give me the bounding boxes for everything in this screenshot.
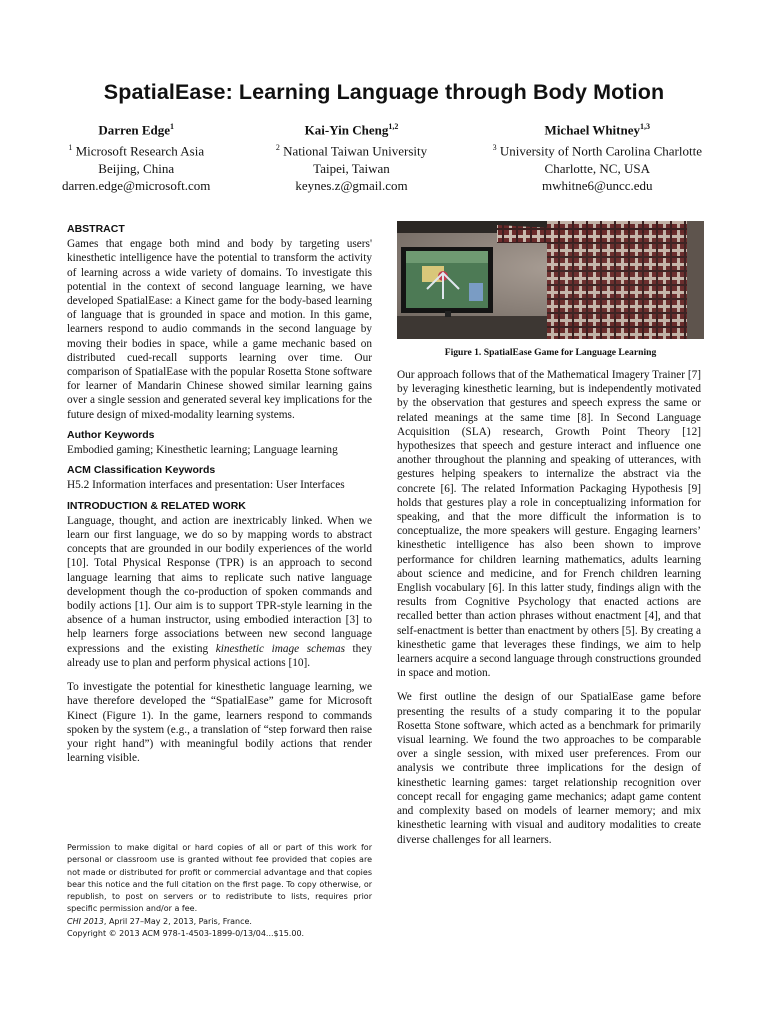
- author-affiliation: Microsoft Research Asia: [72, 143, 205, 159]
- affiliation-superscript: 1: [68, 142, 73, 152]
- author-location: Beijing, China: [98, 160, 175, 176]
- author-location: Taipei, Taiwan: [313, 160, 390, 176]
- right-paragraph-2: We first outline the design of our SpatialEase game before presenting the results of a study comparing it to the popular Rosetta Stone software, which acted as a benchmark for primarily visual learning. We found the two approaches to be comparable over a single session, with mixed user preferences. From our analysis we contribute three implications for the design of kinesthetic learning games: target relationship recognition over concept recall for engaging game mechanics; adapt game content and complexity based on models of learner memory; and mix kinesthetic learning with visual and auditory modalities to create diverse challenges for all learners.: [397, 691, 701, 846]
- author-superscript: 1,2: [388, 122, 399, 131]
- abstract-heading: ABSTRACT: [67, 223, 125, 235]
- permission-block: [67, 842, 372, 940]
- author-name: Michael Whitney: [544, 122, 640, 138]
- author-3: [493, 118, 702, 195]
- author-email: keynes.z@gmail.com: [295, 178, 408, 194]
- conference-line: CHI 2013, April 27–May 2, 2013, Paris, France.: [67, 916, 252, 926]
- emphasis-text: kinesthetic image schemas: [215, 642, 345, 655]
- right-column: [397, 368, 701, 847]
- conference-name: CHI 2013: [67, 916, 104, 926]
- author-keywords-text: Embodied gaming; Kinesthetic learning; Language learning: [67, 444, 338, 457]
- author-2: [276, 118, 427, 195]
- author-name: Kai-Yin Cheng: [304, 122, 389, 138]
- author-email: mwhitne6@uncc.edu: [542, 178, 653, 194]
- affiliation-superscript: 2: [275, 142, 280, 152]
- copyright-line: Copyright © 2013 ACM 978-1-4503-1899-0/13/04...$15.00.: [67, 929, 305, 939]
- permission-text: Permission to make digital or hard copies of all or part of this work for personal or classroom use is granted without fee provided that copies are not made or distributed for profit or commercial advantage and that copies bear this notice and the full citation on the first page. To copy otherwise, or republish, to post on servers or to redistribute to lists, requires prior specific permission and/or a fee.: [67, 843, 372, 914]
- abstract-text: Games that engage both mind and body by targeting users' kinesthetic intelligence have the potential to transform the activity of learning across a wide variety of domains. To investigate this potential in the context of second language learning, we have developed SpatialEase: a Kinect game for the body-based learning of language that is grounded in space and motion. In this game, learners respond to audio commands in the second language by moving their bodies in space, while a game mechanic based on distributed cued-recall supports learning over time. Our comparison of SpatialEase with the popular Rosetta Stone software for learner of Mandarin Chinese showed similar learning gains over a single session and generated several key implications for the future design of mixed-modality learning systems.: [67, 238, 372, 421]
- author-name: Darren Edge: [98, 122, 171, 138]
- author-keywords-heading: Author Keywords: [67, 428, 155, 441]
- figure-photo: [397, 221, 704, 339]
- right-paragraph-1: Our approach follows that of the Mathematical Imagery Trainer [7] by leveraging kinesthetic learning, but is independently motivated by the observation that gestures and speech express the same or related meanings at the same time [8]. In Second Language Acquisition (SLA) research, Growth Point Theory [12] hypothesizes that speech and gesture interact and influence one another throughout the planning and speaking of utterances, with gestures helping speakers to internalize the abstract via the concrete [6]. The related Information Packaging Hypothesis [9] holds that gestures play a role in conceptualizing information for speaking, and that the more difficult the information is to conceptualize, the more speakers will gesture. Engaging learners’ kinesthetic intelligence has also been shown to improve performance for children learning mathematics, adults learning about science and medicine, and for French children learning English vocabulary [6]. In this latter study, findings align with the results from Cognitive Psychology that enacted actions are recalled better than action phrases without enactment [4], and that self-enactment is better than enactment by others [5]. By creating a kinesthetic game that leverages these findings, we aim to help learners acquire a second language through constructions grounded in space and motion.: [397, 369, 701, 680]
- author-affiliation: University of North Carolina Charlotte: [496, 143, 702, 159]
- left-column: [67, 222, 372, 765]
- affiliation-superscript: 3: [492, 142, 497, 152]
- author-superscript: 1,3: [640, 122, 650, 131]
- author-affiliation: National Taiwan University: [279, 143, 428, 159]
- author-block: [62, 118, 702, 195]
- figure-caption: Figure 1. SpatialEase Game for Language Learning: [444, 347, 657, 358]
- acm-keywords-text: H5.2 Information interfaces and presentation: User Interfaces: [67, 479, 345, 492]
- author-location: Charlotte, NC, USA: [544, 160, 650, 176]
- author-email: darren.edge@microsoft.com: [62, 178, 211, 194]
- intro-paragraph-2: To investigate the potential for kinesthetic language learning, we have therefore developed the “SpatialEase” game for Microsoft Kinect (Figure 1). In the game, learners respond to commands spoken by the system (e.g., a translation of “step forward then raise your right hand”) with meaningful bodily actions that render learning visible.: [67, 681, 372, 765]
- intro-heading: INTRODUCTION & RELATED WORK: [67, 499, 246, 512]
- figure-illustration: [397, 221, 704, 339]
- intro-paragraph-1: Language, thought, and action are inextricably linked. When we learn our first language, we do so by mapping words to abstract concepts that are grounded in our bodily experiences of the world [10]. Total Physical Response (TPR) is an approach to second language learning that aims to replicate such native language development though the co-production of spoken commands and bodily actions [1]. Our aim is to support TPR-style learning in the absence of a human instructor, using embodied interaction [3] to help learners forge associations between new second language expressions and the existing kinesthetic image schemas they already use to plan and perform physical actions [10].: [67, 514, 372, 669]
- paper-title: SpatialEase: Learning Language through Body Motion: [103, 80, 665, 104]
- acm-keywords-heading: ACM Classification Keywords: [67, 464, 216, 477]
- author-superscript: 1: [170, 122, 175, 131]
- author-1: [62, 118, 210, 195]
